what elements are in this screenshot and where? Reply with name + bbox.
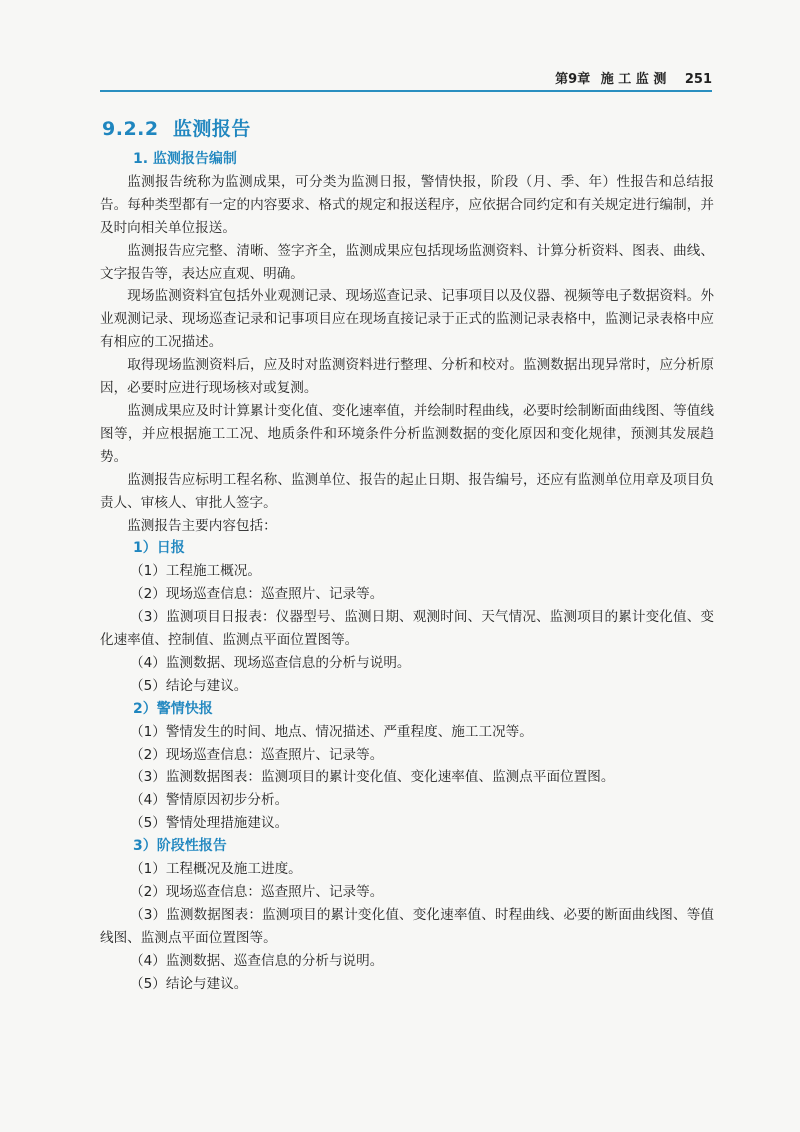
body-content — [100, 148, 714, 996]
list-item: （3）监测数据图表：监测项目的累计变化值、变化速率值、时程曲线、必要的断面曲线图、等值线图、监测点平面位置图等。 — [100, 906, 714, 946]
list-item: （1）警情发生的时间、地点、情况描述、严重程度、施工工况等。 — [130, 723, 533, 740]
paragraph: 监测成果应及时计算累计变化值、变化速率值，并绘制时程曲线，必要时绘制断面曲线图、等值线图等，并应根据施工工况、地质条件和环境条件分析监测数据的变化原因和变化规律，预测其发展趋势。 — [100, 402, 714, 465]
list-item: （5）警情处理措施建议。 — [130, 815, 289, 832]
paragraph: 监测报告主要内容包括： — [127, 517, 277, 534]
list-item: （5）结论与建议。 — [130, 975, 248, 992]
list-item: （4）监测数据、巡查信息的分析与说明。 — [130, 952, 384, 969]
stage-report-heading: 3）阶段性报告 — [133, 838, 227, 855]
daily-report-heading: 1）日报 — [133, 540, 185, 557]
list-item: （2）现场巡查信息：巡查照片、记录等。 — [130, 586, 384, 603]
subsection-title: 1. 监测报告编制 — [133, 151, 237, 167]
running-header — [100, 62, 712, 92]
header-chapter: 第9章 — [555, 72, 591, 87]
list-item: （1）工程概况及施工进度。 — [130, 861, 302, 878]
list-item: （3）监测数据图表：监测项目的累计变化值、变化速率值、监测点平面位置图。 — [130, 769, 615, 786]
header-title: 施 工 监 测 — [600, 72, 667, 87]
section-title: 9.2.2 监测报告 — [102, 118, 251, 140]
list-item: （4）监测数据、现场巡查信息的分析与说明。 — [130, 654, 411, 671]
list-item: （2）现场巡查信息：巡查照片、记录等。 — [130, 746, 384, 763]
paragraph: 取得现场监测资料后，应及时对监测资料进行整理、分析和校对。监测数据出现异常时，应分析原因，必要时应进行现场核对或复测。 — [100, 357, 714, 397]
list-item: （1）工程施工概况。 — [130, 563, 261, 580]
list-item: （3）监测项目日报表：仪器型号、监测日期、观测时间、天气情况、监测项目的累计变化值、变化速率值、控制值、监测点平面位置图等。 — [100, 609, 714, 649]
list-item: （4）警情原因初步分析。 — [130, 792, 289, 809]
list-item: （2）现场巡查信息：巡查照片、记录等。 — [130, 884, 384, 900]
alert-report-heading: 2）警情快报 — [133, 700, 213, 717]
paragraph: 现场监测资料宜包括外业观测记录、现场巡查记录、记事项目以及仪器、视频等电子数据资料。外业观测记录、现场巡查记录和记事项目应在现场直接记录于正式的监测记录表格中，监测记录表格中应有相应的工况描述。 — [100, 288, 714, 351]
page-number: 251 — [684, 72, 712, 87]
paragraph: 监测报告应标明工程名称、监测单位、报告的起止日期、报告编号，还应有监测单位用章及项目负责人、审核人、审批人签字。 — [100, 471, 714, 511]
paragraph: 监测报告应完整、清晰、签字齐全，监测成果应包括现场监测资料、计算分析资料、图表、曲线、文字报告等，表达应直观、明确。 — [100, 242, 714, 282]
header-text — [549, 68, 712, 87]
paragraph: 监测报告统称为监测成果，可分类为监测日报，警情快报，阶段（月、季、年）性报告和总结报告。每种类型都有一定的内容要求、格式的规定和报送程序，应依据合同约定和有关规定进行编制，并及时向相关单位报送。 — [100, 173, 714, 236]
list-item: （5）结论与建议。 — [130, 677, 248, 694]
